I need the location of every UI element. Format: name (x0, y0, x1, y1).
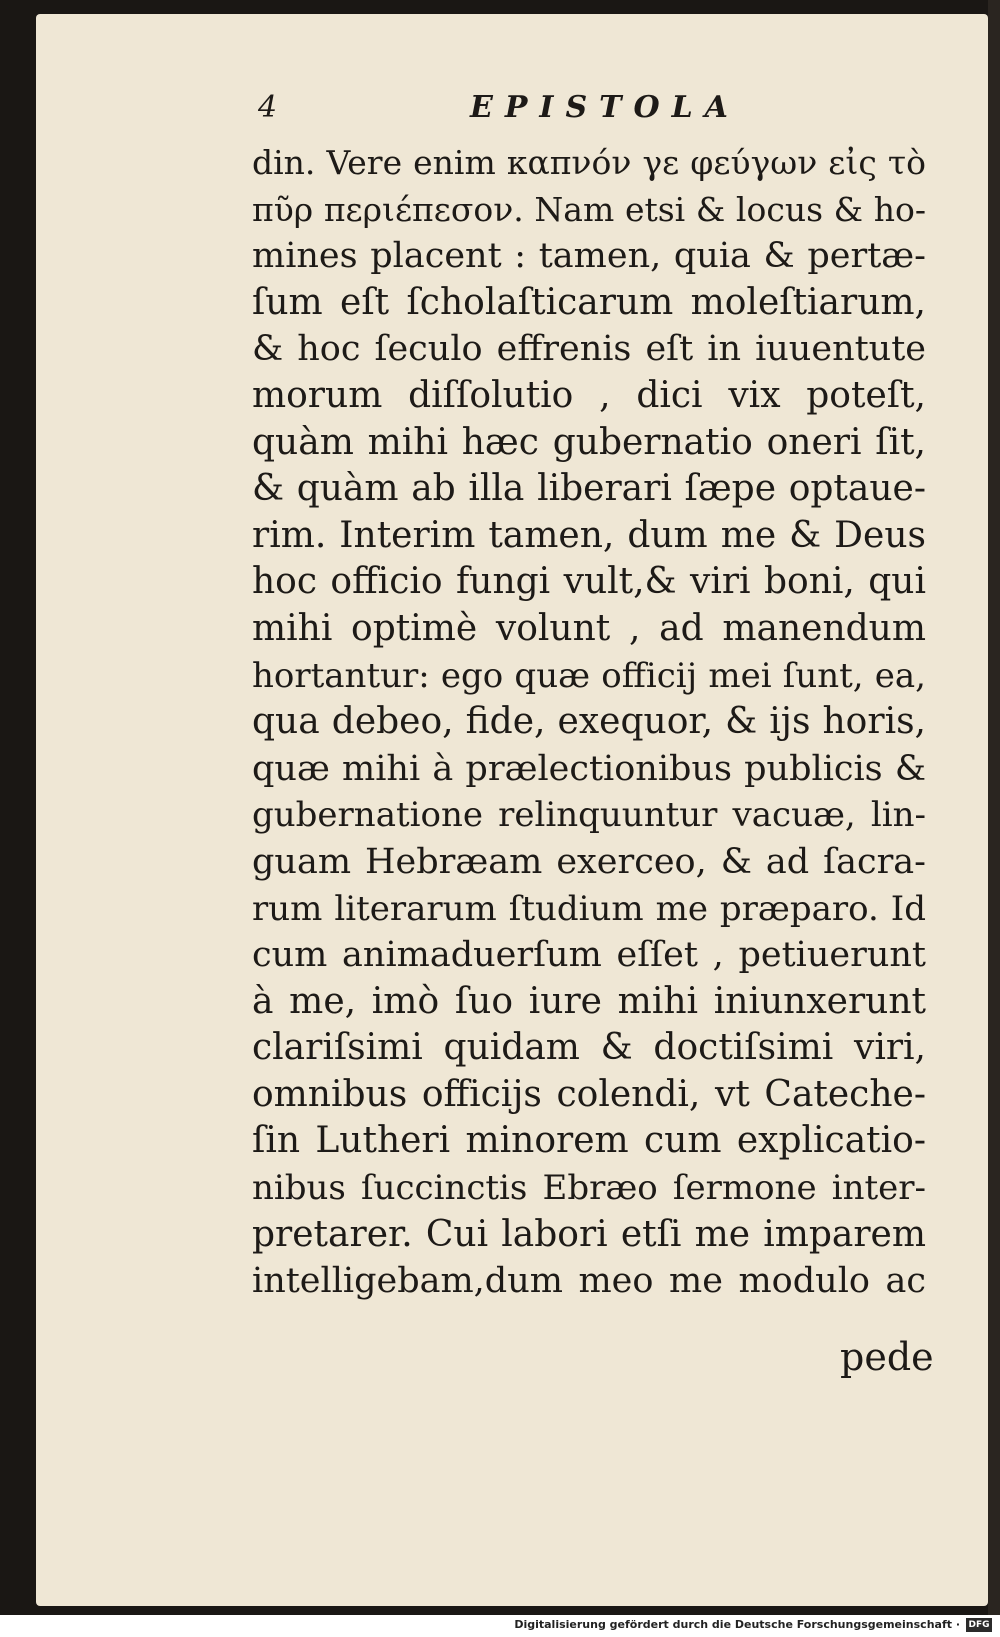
text-line: morum diſſolutio , dici vix poteſt, (252, 374, 926, 416)
text-line: rim. Interim tamen, dum me & Deus (252, 514, 926, 556)
text-line: quæ mihi à prælectionibus publicis & (252, 748, 926, 789)
page-header (258, 86, 758, 136)
page-number: 4 (258, 90, 278, 125)
text-line: guam Hebræam exerceo, & ad ſacra- (252, 841, 926, 882)
text-line: & hoc ſeculo effrenis eſt in iuuentute (252, 329, 926, 370)
body-text (252, 140, 926, 1305)
text-line: πῦρ περιέπεσον. Nam etsi & locus & ho- (252, 189, 926, 229)
text-line: nibus ſuccinctis Ebræo ſermone inter- (252, 1168, 926, 1209)
text-line: hortantur: ego quæ officij mei ſunt, ea, (252, 655, 926, 696)
text-line: gubernatione relinquuntur vacuæ, lin- (252, 795, 926, 836)
text-line: quàm mihi hæc gubernatio oneri ſit, (252, 421, 926, 463)
text-line: cum animaduerſum eſſet , petiuerunt (252, 935, 926, 976)
text-line: intelligebam,dum meo me modulo ac (252, 1261, 926, 1302)
text-line: clariſsimi quidam & doctiſsimi viri, (252, 1027, 926, 1069)
text-line: mihi optimè volunt , ad manendum (252, 607, 926, 649)
catchword: pede (840, 1335, 934, 1379)
footer-bar (0, 1615, 1000, 1637)
text-line: qua debeo, fide, exequor, & ijs horis, (252, 701, 926, 743)
text-line: hoc officio fungi vult,& viri boni, qui (252, 561, 926, 603)
text-line: pretarer. Cui labori etſi me imparem (252, 1213, 926, 1255)
text-line: ſin Lutheri minorem cum explicatio- (252, 1120, 926, 1162)
text-line: omnibus officijs colendi, vt Cateche- (252, 1073, 926, 1115)
text-line: & quàm ab illa liberari ſæpe optaue- (252, 468, 926, 510)
dfg-logo: DFG (966, 1618, 992, 1632)
text-line: din. Vere enim καπνόν γε φεύγων εἰς τὸ (252, 143, 926, 182)
text-line: à me, imò ſuo iure mihi iniunxerunt (252, 980, 926, 1022)
funding-credit: Digitalisierung gefördert durch die Deutsche Forschungsgemeinschaft · (514, 1618, 960, 1631)
text-line: ſum eſt ſcholaſticarum moleſtiarum, (252, 281, 926, 323)
text-line: rum literarum ſtudium me præparo. Id (252, 888, 926, 929)
book-spine-edge (988, 0, 1000, 1615)
text-line: mines placent : tamen, quia & pertæ- (252, 236, 926, 277)
running-head: EPISTOLA (470, 90, 740, 125)
